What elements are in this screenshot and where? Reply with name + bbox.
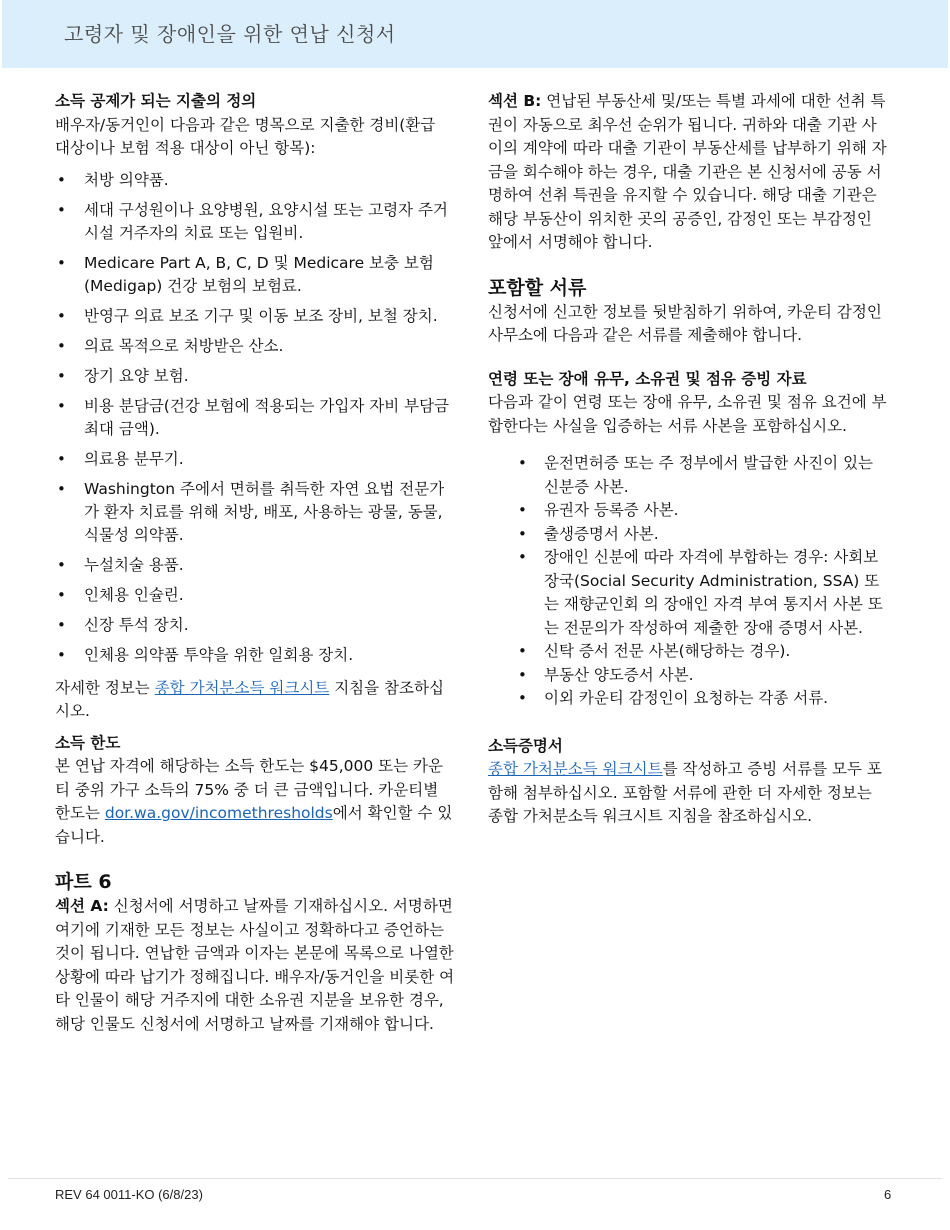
form-revision-code: REV 64 0011-KO (6/8/23) xyxy=(55,1187,203,1202)
list-item: • 세대 구성원이나 요양병원, 요양시설 또는 고령자 주거 시설 거주자의 치료 또는 입원비. xyxy=(55,199,455,245)
documents-heading: 포함할 서류 xyxy=(488,276,587,299)
list-item: • Washington 주에서 면허를 취득한 자연 요법 전문가가 환자 치료를 위해 처방, 배포, 사용하는 광물, 동물, 식물성 의약품. xyxy=(55,478,455,547)
document-title: 고령자 및 장애인을 위한 연납 신청서 xyxy=(64,22,396,46)
deduction-list xyxy=(55,169,455,667)
proof-heading: 연령 또는 장애 유무, 소유권 및 점유 증빙 자료 xyxy=(488,369,807,388)
list-item: • 신탁 증서 전문 사본(해당하는 경우). xyxy=(516,640,888,664)
list-item: • 부동산 양도증서 사본. xyxy=(516,664,888,688)
more-info-text-post: 지침을 참조하십시오. xyxy=(55,678,444,720)
footer-divider xyxy=(8,1178,942,1179)
list-item: • 반영구 의료 보조 기구 및 이동 보조 장비, 보철 장치. xyxy=(55,305,455,328)
worksheet-link[interactable]: 종합 가처분소득 워크시트 xyxy=(154,678,330,697)
list-item: • 의료용 분무기. xyxy=(55,448,455,471)
income-limit-paragraph xyxy=(55,755,455,849)
proof-list xyxy=(516,452,888,711)
list-item: • 비용 분담금(건강 보험에 적용되는 가입자 자비 부담금 최대 금액). xyxy=(55,395,455,441)
list-item: • 인체용 의약품 투약을 위한 일회용 장치. xyxy=(55,644,455,667)
income-limit-text-pre: 본 연납 자격에 해당하는 소득 한도는 $45,000 또는 카운티 중위 가구 소득의 75% 중 더 큰 금액입니다. 카운티별 한도는 xyxy=(55,757,444,822)
income-proof-paragraph xyxy=(488,758,888,829)
income-proof-text: 를 작성하고 증빙 서류를 모두 포함해 첨부하십시오. 포함할 서류에 관한 더 자세한 정보는 종합 가처분소득 워크시트 지침을 참조하십시오. xyxy=(488,760,882,825)
list-item: • 출생증명서 사본. xyxy=(516,523,888,547)
list-item: • 신장 투석 장치. xyxy=(55,614,455,637)
list-item: • 장애인 신분에 따라 자격에 부합하는 경우: 사회보장국(Social Security Administration, SSA) 또는 재향군인회 의 장애인 자격 부여 통지서 사본 또는 전문의가 작성하여 제출한 장애 증명서 사본. xyxy=(516,546,888,640)
list-item: • 이외 카운티 감정인이 요청하는 각종 서류. xyxy=(516,687,888,711)
list-item: • 누설치술 용품. xyxy=(55,554,455,577)
deductions-heading: 소득 공제가 되는 지출의 정의 xyxy=(55,92,257,110)
list-item: • 인체용 인슐린. xyxy=(55,584,455,607)
list-item: • 의료 목적으로 처방받은 산소. xyxy=(55,335,455,358)
page-number: 6 xyxy=(884,1187,892,1202)
right-column xyxy=(488,90,888,829)
deductions-intro: 배우자/동거인이 다음과 같은 명목으로 지출한 경비(환급 대상이나 보험 적용 대상이 아닌 항목): xyxy=(55,115,436,157)
income-limit-heading: 소득 한도 xyxy=(55,733,121,752)
left-column xyxy=(55,90,455,1036)
proof-intro: 다음과 같이 연령 또는 장애 유무, 소유권 및 점유 요건에 부합한다는 사실을 입증하는 서류 사본을 포함하십시오. xyxy=(488,393,887,435)
list-item: • 운전면허증 또는 주 정부에서 발급한 사진이 있는 신분증 사본. xyxy=(516,452,888,499)
income-worksheet-link[interactable]: 종합 가처분소득 워크시트 xyxy=(488,760,663,778)
income-proof-heading: 소득증명서 xyxy=(488,736,563,755)
documents-intro: 신청서에 신고한 정보를 뒷받침하기 위하여, 카운티 감정인 사무소에 다음과 같은 서류를 제출해야 합니다. xyxy=(488,302,882,344)
section-b-paragraph xyxy=(488,90,888,255)
section-a-text: 신청서에 서명하고 날짜를 기재하십시오. 서명하면 여기에 기재한 모든 정보는 사실이고 정확하다고 증언하는 것이 됩니다. 연납한 금액과 이자는 본문에 목록으로 나열한 상황에 따라 납기가 정해집니다. 배우자/동거인을 비롯한 여타 인물이 해당 거주지에 대한 소유권 지분을 보유한 경우, 해당 인물도 신청서에 서명하고 날짜를 기재해야 합니다. xyxy=(55,897,455,1033)
list-item: • 처방 의약품. xyxy=(55,169,455,192)
list-item: • 유권자 등록증 사본. xyxy=(516,499,888,523)
section-b-label: 섹션 B: xyxy=(488,92,542,110)
more-info-paragraph xyxy=(55,677,455,724)
header-banner xyxy=(2,0,948,68)
list-item: • Medicare Part A, B, C, D 및 Medicare 보충 보험(Medigap) 건강 보험의 보험료. xyxy=(55,252,455,298)
list-item: • 장기 요양 보험. xyxy=(55,365,455,388)
part6-heading: 파트 6 xyxy=(55,871,112,893)
section-a-label: 섹션 A: xyxy=(55,897,109,915)
more-info-text-pre: 자세한 정보는 xyxy=(55,678,155,697)
income-limit-text-post: 에서 확인할 수 있습니다. xyxy=(55,804,453,846)
income-thresholds-link[interactable]: dor.wa.gov/incomethresholds xyxy=(104,804,333,822)
section-a-paragraph xyxy=(55,895,455,1036)
section-b-text: 연납된 부동산세 및/또는 특별 과세에 대한 선취 특권이 자동으로 최우선 순위가 됩니다. 귀하와 대출 기관 사이의 계약에 따라 대출 기관이 부동산세를 납부하기 위해 자금을 회수해야 하는 경우, 대출 기관은 본 신청서에 공동 서명하여 선취 특권을 유지할 수 있습니다. 해당 대출 기관은 해당 부동산이 위치한 곳의 공증인, 감정인 또는 부감정인 앞에서 서명해야 합니다. xyxy=(488,92,887,251)
